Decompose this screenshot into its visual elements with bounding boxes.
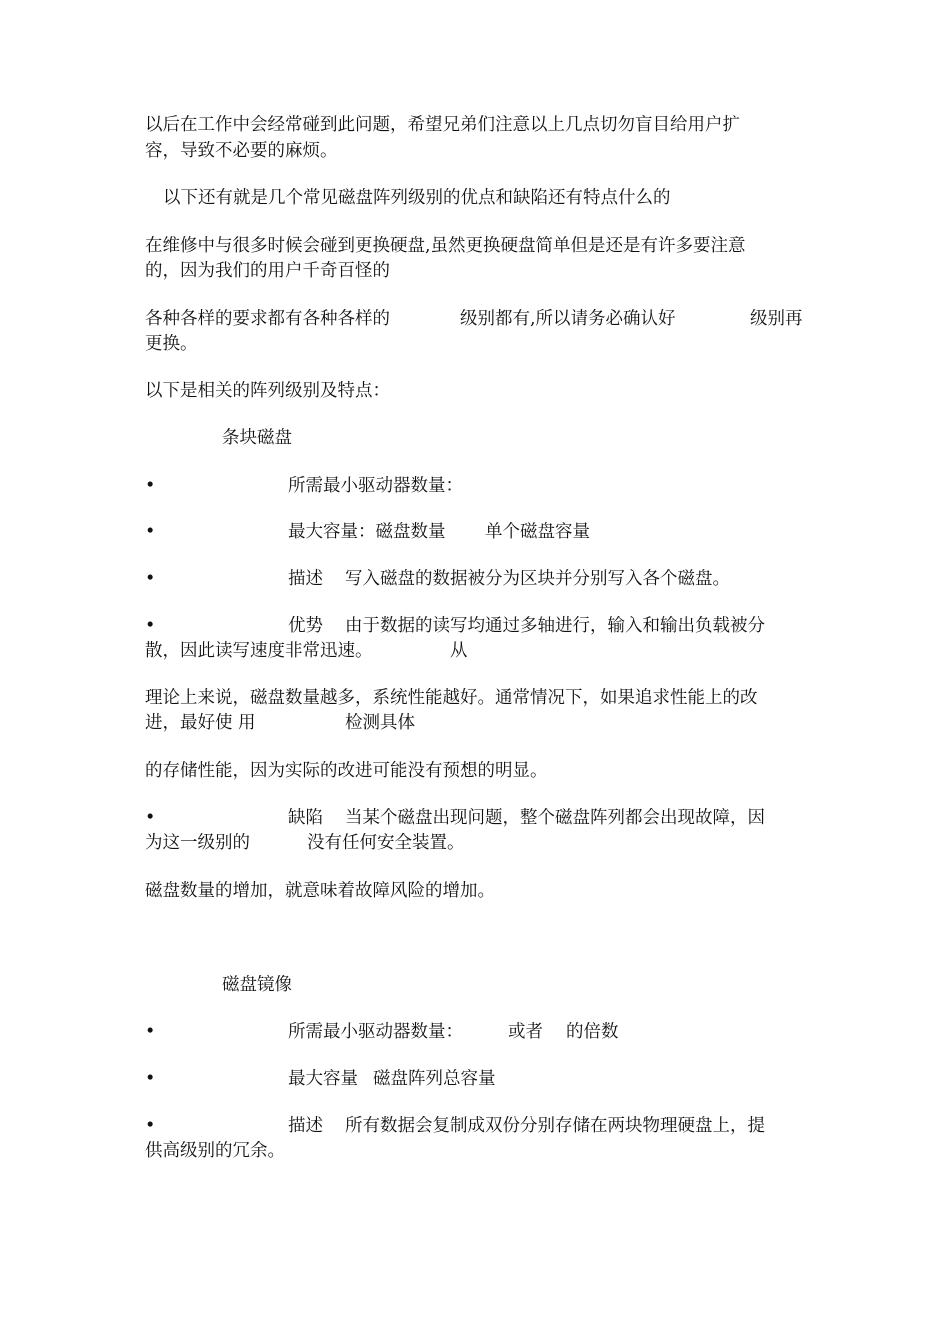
section-2-item-1-b: 或者 xyxy=(508,1022,543,1042)
section-1-item-4-b: 由于数据的读写均通过多轴进行，输入和输出负载被分 xyxy=(345,616,765,636)
paragraph-4-part-c: 级别再 xyxy=(750,309,803,329)
bullet-marker: • xyxy=(145,808,156,828)
section-1-item-4-a: 优势 xyxy=(288,616,323,636)
section-1-item-4-line-2-b: 从 xyxy=(450,641,468,661)
paragraph-3-line-1: 在维修中与很多时候会碰到更换硬盘,虽然更换硬盘简单但是还是有许多要注意 xyxy=(145,236,746,256)
paragraph-1-line-2: 容，导致不必要的麻烦。 xyxy=(145,141,338,161)
paragraph-3-line-2: 的，因为我们的用户千奇百怪的 xyxy=(145,261,390,281)
section-1-item-5-line-2-b: 没有任何安全装置。 xyxy=(307,833,465,853)
section-1-item-3-a: 描述 xyxy=(288,569,323,589)
paragraph-4-part-b: 级别都有,所以请务必确认好 xyxy=(460,309,676,329)
section-1-item-5-a: 缺陷 xyxy=(288,808,323,828)
section-2-item-3-line-2: 供高级别的冗余。 xyxy=(145,1141,285,1161)
section-1-item-2-b: 单个磁盘容量 xyxy=(485,522,590,542)
section-2-item-1-c: 的倍数 xyxy=(566,1022,619,1042)
theory-paragraph-line-2-b: 检测具体 xyxy=(345,713,415,733)
section-2-heading: 磁盘镜像 xyxy=(222,975,292,995)
section-1-item-3-b: 写入磁盘的数据被分为区块并分别写入各个磁盘。 xyxy=(345,569,730,589)
paragraph-1-line-1: 以后在工作中会经常碰到此问题，希望兄弟们注意以上几点切勿盲目给用户扩 xyxy=(145,115,740,135)
paragraph-5: 以下是相关的阵列级别及特点： xyxy=(145,381,390,401)
section-1-item-4-line-2-a: 散，因此读写速度非常迅速。 xyxy=(145,641,373,661)
paragraph-4-line-2: 更换。 xyxy=(145,334,198,354)
section-2-item-3-a: 描述 xyxy=(288,1116,323,1136)
section-1-item-5-b: 当某个磁盘出现问题，整个磁盘阵列都会出现故障，因 xyxy=(345,808,765,828)
paragraph-4-part-a: 各种各样的要求都有各种各样的 xyxy=(145,309,390,329)
theory-paragraph-line-2-a: 进，最好使 用 xyxy=(145,713,256,733)
storage-paragraph: 的存储性能，因为实际的改进可能没有预想的明显。 xyxy=(145,761,548,781)
bullet-marker: • xyxy=(145,522,156,542)
theory-paragraph-line-1: 理论上来说，磁盘数量越多，系统性能越好。通常情况下，如果追求性能上的改 xyxy=(145,688,758,708)
section-1-item-5-line-2-a: 为这一级别的 xyxy=(145,833,250,853)
section-1-heading: 条块磁盘 xyxy=(222,428,292,448)
risk-paragraph: 磁盘数量的增加，就意味着故障风险的增加。 xyxy=(145,881,495,901)
bullet-marker: • xyxy=(145,476,156,496)
section-2-item-1-a: 所需最小驱动器数量： xyxy=(288,1022,463,1042)
bullet-marker: • xyxy=(145,569,156,589)
section-1-item-1: 所需最小驱动器数量： xyxy=(288,476,463,496)
bullet-marker: • xyxy=(145,1116,156,1136)
section-1-item-2-a: 最大容量：磁盘数量 xyxy=(288,522,446,542)
section-2-item-2-a: 最大容量 xyxy=(288,1069,358,1089)
section-2-item-3-b: 所有数据会复制成双份分别存储在两块物理硬盘上，提 xyxy=(345,1116,765,1136)
section-2-item-2-b: 磁盘阵列总容量 xyxy=(373,1069,496,1089)
paragraph-2: 以下还有就是几个常见磁盘阵列级别的优点和缺陷还有特点什么的 xyxy=(163,188,671,208)
bullet-marker: • xyxy=(145,1022,156,1042)
bullet-marker: • xyxy=(145,616,156,636)
bullet-marker: • xyxy=(145,1069,156,1089)
